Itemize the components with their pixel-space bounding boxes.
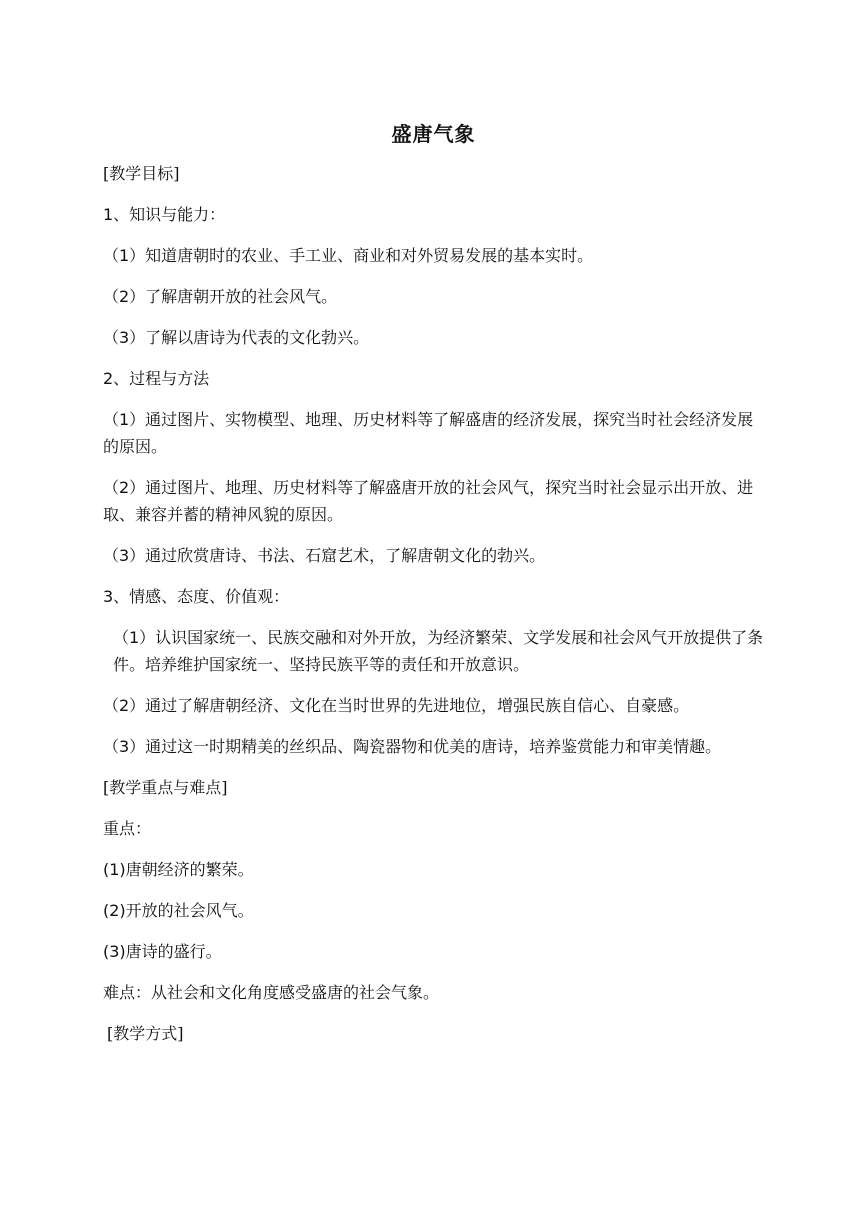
list-item: （3）了解以唐诗为代表的文化勃兴。 <box>103 328 370 347</box>
list-item: （1）通过图片、实物模型、地理、历史材料等了解盛唐的经济发展，探究当时社会经济发展的原因。 <box>103 410 754 456</box>
list-item: （2）通过了解唐朝经济、文化在当时世界的先进地位，增强民族自信心、自豪感。 <box>103 696 690 715</box>
list-item: （2）了解唐朝开放的社会风气。 <box>103 287 338 306</box>
document-title: 盛唐气象 <box>391 122 476 146</box>
subheading-process: 2、过程与方法 <box>103 369 210 388</box>
list-item: （1）认识国家统一、民族交融和对外开放，为经济繁荣、文学发展和社会风气开放提供了条件。培养维护国家统一、坚持民族平等的责任和开放意识。 <box>113 628 764 674</box>
list-item: (2)开放的社会风气。 <box>103 901 254 920</box>
list-item: （3）通过欣赏唐诗、书法、石窟艺术，了解唐朝文化的勃兴。 <box>103 546 546 565</box>
list-item: (3)唐诗的盛行。 <box>103 942 222 961</box>
section-heading-method: [教学方式] <box>107 1024 184 1043</box>
difficulty-text: 难点：从社会和文化角度感受盛唐的社会气象。 <box>103 983 440 1002</box>
section-heading-goals: [教学目标] <box>103 164 180 183</box>
list-item: (1)唐朝经济的繁荣。 <box>103 860 254 879</box>
key-points-label: 重点： <box>103 819 152 838</box>
section-heading-key-points: [教学重点与难点] <box>103 778 228 797</box>
list-item: （1）知道唐朝时的农业、手工业、商业和对外贸易发展的基本实时。 <box>103 246 594 265</box>
subheading-knowledge: 1、知识与能力： <box>103 205 226 224</box>
list-item: （3）通过这一时期精美的丝织品、陶瓷器物和优美的唐诗，培养鉴赏能力和审美情趣。 <box>103 737 722 756</box>
subheading-values: 3、情感、态度、价值观： <box>103 587 290 606</box>
list-item: （2）通过图片、地理、历史材料等了解盛唐开放的社会风气，探究当时社会显示出开放、进取、兼容并蓄的精神风貌的原因。 <box>103 478 754 524</box>
